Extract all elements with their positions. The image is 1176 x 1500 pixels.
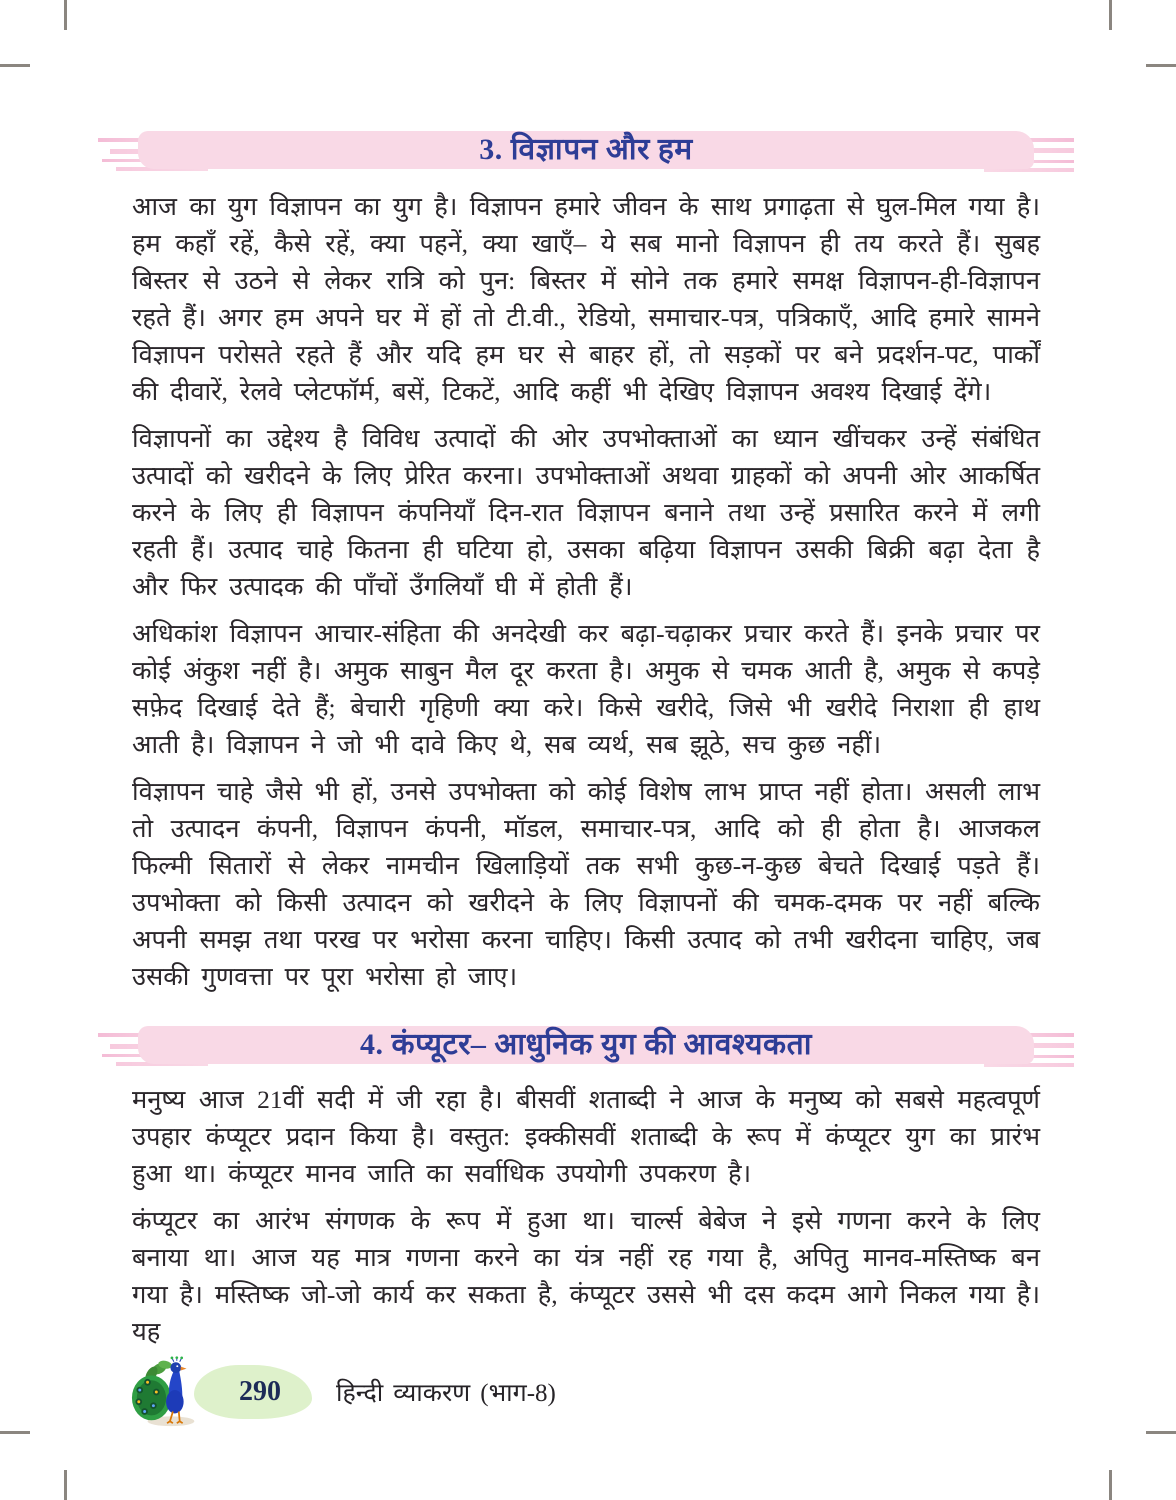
paragraph: आज का युग विज्ञापन का युग है। विज्ञापन हमारे जीवन के साथ प्रगाढ़ता से घुल-मिल गया है। हम कहाँ रहें, कैसे रहें, क्या पहनें, क्या खाएँ– ये सब मानो विज्ञापन ही तय करते हैं। सुबह बिस्तर से उठने से लेकर रात्रि को पुन: बिस्तर में सोने तक हमारे समक्ष विज्ञापन-ही-विज्ञापन रहते हैं। अगर हम अपने घर में हों तो टी.वी., रेडियो, समाचार-पत्र, पत्रिकाएँ, आदि हमारे सामने विज्ञापन परोसते रहते हैं और यदि हम घर से बाहर हों, तो सड़कों पर बने प्रदर्शन-पट, पार्कों की दीवारें, रेलवे प्लेटफॉर्म, बसें, टिकटें, आदि कहीं भी देखिए विज्ञापन अवश्य दिखाई देंगे। [132, 192, 1040, 406]
page-footer [130, 1354, 556, 1430]
paragraph: मनुष्य आज 21वीं सदी में जी रहा है। बीसवीं शताब्दी ने आज के मनुष्य को सबसे महत्वपूर्ण उपहार कंप्यूटर प्रदान किया है। वस्तुत: इक्कीसवीं शताब्दी के रूप में कंप्यूटर युग का प्रारंभ हुआ था। कंप्यूटर मानव जाति का सर्वाधिक उपयोगी उपकरण है। [132, 1085, 1040, 1188]
section-4-heading: 4. कंप्यूटर– आधुनिक युग की आवश्यकता [360, 1028, 812, 1061]
paragraph: कंप्यूटर का आरंभ संगणक के रूप में हुआ था। चार्ल्स बेबेज ने इसे गणना करने के लिए बनाया था। आज यह मात्र गणना करने का यंत्र नहीं रह गया है, अपितु मानव-मस्तिष्क बन गया है। मस्तिष्क जो-जो कार्य कर सकता है, कंप्यूटर उससे भी दस कदम आगे निकल गया है। यह [132, 1206, 1040, 1346]
book-title: हिन्दी व्याकरण (भाग-8) [336, 1380, 556, 1407]
crop-mark-top-right-vertical [1109, 0, 1112, 30]
page-number: 290 [239, 1376, 281, 1407]
section-3-heading: 3. विज्ञापन और हम [479, 133, 693, 166]
paragraph: विज्ञापन चाहे जैसे भी हों, उनसे उपभोक्ता को कोई विशेष लाभ प्राप्त नहीं होता। असली लाभ तो उत्पादन कंपनी, विज्ञापन कंपनी, मॉडल, समाचार-पत्र, आदि को ही होता है। आजकल फिल्मी सितारों से लेकर नामचीन खिलाड़ियों तक सभी कुछ-न-कुछ बेचते दिखाई पड़ते हैं। उपभोक्ता को किसी उत्पादन को खरीदने के लिए विज्ञापनों की चमक-दमक पर नहीं बल्कि अपनी समझ तथा परख पर भरोसा करना चाहिए। किसी उत्पाद को तभी खरीदना चाहिए, जब उसकी गुणवत्ता पर पूरा भरोसा हो जाए। [132, 777, 1040, 991]
page-number-badge [194, 1365, 312, 1419]
section-3-body [132, 188, 1040, 995]
crop-mark-bottom-right-horizontal [1146, 1431, 1176, 1434]
section-4-body [132, 1081, 1040, 1350]
section-4-heading-band [112, 1021, 1060, 1069]
section-3-heading-band [112, 126, 1060, 174]
page-content [132, 126, 1040, 1360]
crop-mark-top-left-vertical [64, 0, 67, 30]
crop-mark-bottom-right-vertical [1109, 1470, 1112, 1500]
peacock-icon [130, 1356, 208, 1428]
crop-mark-top-left-horizontal [0, 64, 30, 67]
paragraph: अधिकांश विज्ञापन आचार-संहिता की अनदेखी कर बढ़ा-चढ़ाकर प्रचार करते हैं। इनके प्रचार पर कोई अंकुश नहीं है। अमुक साबुन मैल दूर करता है। अमुक से चमक आती है, अमुक से कपड़े सफ़ेद दिखाई देते हैं; बेचारी गृहिणी क्या करे। किसे खरीदे, जिसे भी खरीदे निराशा ही हाथ आती है। विज्ञापन ने जो भी दावे किए थे, सब व्यर्थ, सब झूठे, सच कुछ नहीं। [132, 619, 1040, 759]
paragraph: विज्ञापनों का उद्देश्य है विविध उत्पादों की ओर उपभोक्ताओं का ध्यान खींचकर उन्हें संबंधित उत्पादों को खरीदने के लिए प्रेरित करना। उपभोक्ताओं अथवा ग्राहकों को अपनी ओर आकर्षित करने के लिए ही विज्ञापन कंपनियाँ दिन-रात विज्ञापन बनाने तथा उन्हें प्रसारित करने में लगी रहती हैं। उत्पाद चाहे कितना ही घटिया हो, उसका बढ़िया विज्ञापन उसकी बिक्री बढ़ा देता है और फिर उत्पादक की पाँचों उँगलियाँ घी में होती हैं। [132, 424, 1040, 601]
crop-mark-bottom-left-vertical [64, 1470, 67, 1500]
crop-mark-bottom-left-horizontal [0, 1431, 30, 1434]
crop-mark-top-right-horizontal [1146, 64, 1176, 67]
